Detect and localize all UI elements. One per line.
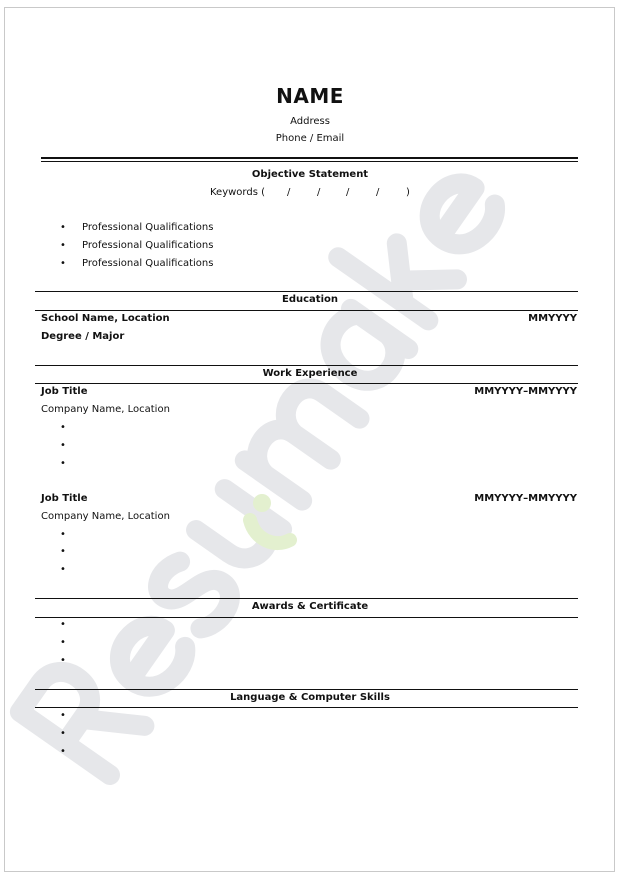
- keyword-separator: /: [287, 187, 291, 198]
- section-rule: [35, 707, 578, 708]
- keyword-separator: /: [317, 187, 321, 198]
- awards-heading: Awards & Certificate: [251, 601, 369, 612]
- address: Address: [290, 116, 330, 127]
- bullet: •: [60, 728, 66, 739]
- bullet: •: [60, 258, 66, 269]
- keywords-close: ): [406, 187, 410, 198]
- bullet: •: [60, 529, 66, 540]
- bullet: •: [60, 655, 66, 666]
- bullet: •: [60, 746, 66, 757]
- section-rule: [35, 365, 578, 366]
- qualification-item: Professional Qualifications: [82, 240, 214, 251]
- education-heading: Education: [282, 294, 338, 305]
- header-rule-thin: [41, 161, 578, 162]
- section-rule: [35, 689, 578, 690]
- bullet: •: [60, 422, 66, 433]
- job-title: Job Title: [41, 493, 88, 504]
- bullet: •: [60, 564, 66, 575]
- section-rule: [35, 598, 578, 599]
- bullet: •: [60, 222, 66, 233]
- section-rule: [35, 383, 578, 384]
- bullet: •: [60, 619, 66, 630]
- bullet: •: [60, 240, 66, 251]
- job-dates: MMYYYY–MMYYYY: [474, 386, 577, 397]
- job-title: Job Title: [41, 386, 88, 397]
- bullet: •: [60, 440, 66, 451]
- degree: Degree / Major: [41, 331, 125, 342]
- skills-heading: Language & Computer Skills: [230, 692, 390, 703]
- bullet: •: [60, 710, 66, 721]
- school-name: School Name, Location: [41, 313, 170, 324]
- qualification-item: Professional Qualifications: [82, 258, 214, 269]
- keyword-separator: /: [376, 187, 380, 198]
- bullet: •: [60, 458, 66, 469]
- company-name: Company Name, Location: [41, 511, 170, 522]
- section-rule: [35, 291, 578, 292]
- education-date: MMYYYY: [528, 313, 577, 324]
- header-rule: [41, 157, 578, 159]
- bullet: •: [60, 637, 66, 648]
- keyword-separator: /: [346, 187, 350, 198]
- job-dates: MMYYYY–MMYYYY: [474, 493, 577, 504]
- work-heading: Work Experience: [262, 368, 358, 379]
- resume-name: NAME: [276, 84, 344, 108]
- objective-heading: Objective Statement: [251, 169, 369, 180]
- section-rule: [35, 310, 578, 311]
- qualification-item: Professional Qualifications: [82, 222, 214, 233]
- phone-email: Phone / Email: [275, 133, 345, 144]
- section-rule: [35, 617, 578, 618]
- keywords-label: Keywords (: [210, 187, 265, 198]
- company-name: Company Name, Location: [41, 404, 170, 415]
- bullet: •: [60, 546, 66, 557]
